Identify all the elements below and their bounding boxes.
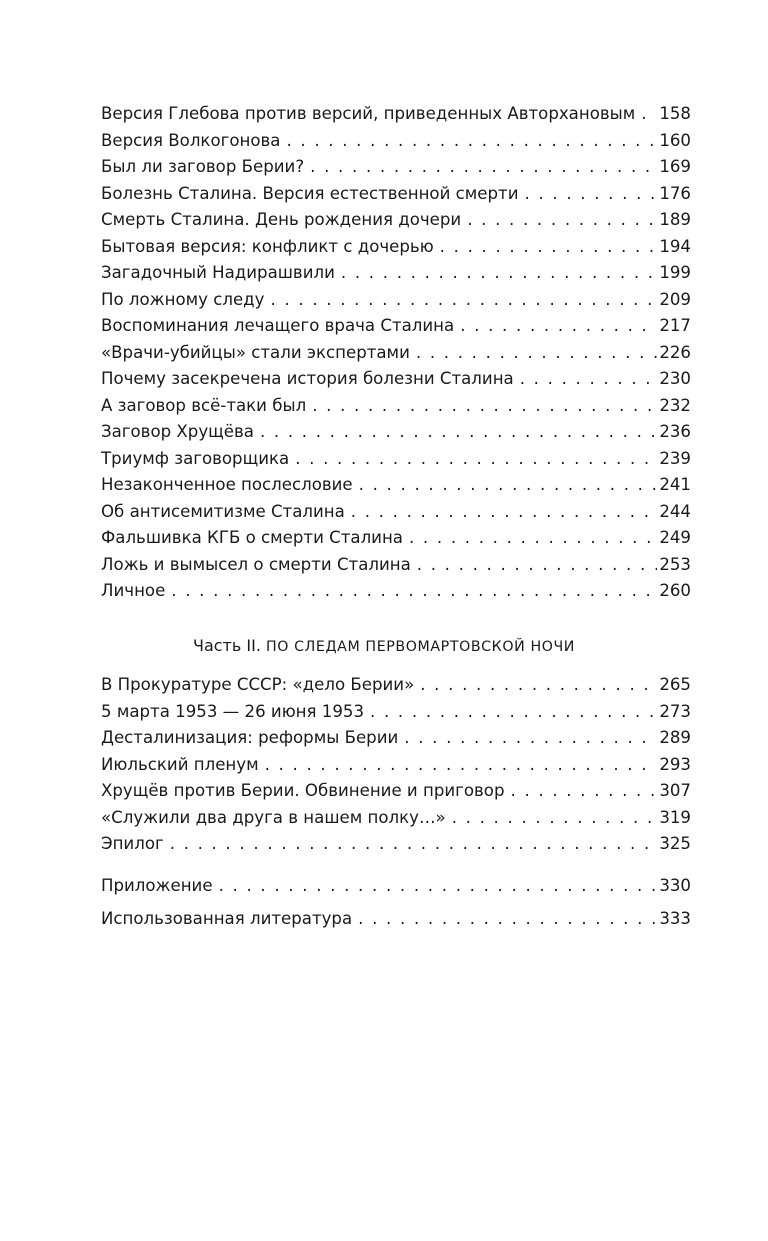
- toc-entry-page-number: 325: [657, 831, 691, 858]
- toc-entry-page-number: 209: [657, 287, 691, 314]
- toc-entry-page-number: 176: [657, 181, 691, 208]
- toc-entry: [101, 805, 691, 832]
- toc-entry-title: По ложному следу: [101, 287, 270, 314]
- toc-entry-page-number: 199: [657, 260, 691, 287]
- toc-entry-title: Триумф заговорщика: [101, 446, 295, 473]
- toc-entry-title: «Служили два друга в нашем полку…»: [101, 805, 452, 832]
- toc-entry: [101, 499, 691, 526]
- part-2-heading: [0, 634, 768, 659]
- toc-entry-title: Приложение: [101, 873, 219, 900]
- toc-entry: [101, 393, 691, 420]
- dot-leader: [270, 287, 657, 314]
- toc-entry: [101, 181, 691, 208]
- toc-entry: [101, 128, 691, 155]
- toc-entry-title: Воспоминания лечащего врача Сталина: [101, 313, 460, 340]
- dot-leader: [370, 699, 657, 726]
- toc-entry-page-number: 289: [657, 725, 691, 752]
- dot-leader: [417, 552, 658, 579]
- dot-leader: [265, 752, 658, 779]
- toc-entry: [101, 313, 691, 340]
- toc-entry: [101, 234, 691, 261]
- toc-entry: [101, 873, 691, 900]
- toc-entry-page-number: 236: [657, 419, 691, 446]
- dot-leader: [295, 446, 657, 473]
- dot-leader: [524, 181, 657, 208]
- toc-section-1: [101, 101, 691, 605]
- toc-entry-title: Был ли заговор Берии?: [101, 154, 310, 181]
- toc-entry-page-number: 217: [657, 313, 691, 340]
- dot-leader: [171, 578, 657, 605]
- toc-entry-page-number: 330: [657, 873, 691, 900]
- toc-entry: [101, 672, 691, 699]
- toc-entry-page-number: 273: [657, 699, 691, 726]
- toc-entry-page-number: 194: [657, 234, 691, 261]
- toc-entry-title: Почему засекречена история болезни Сталина: [101, 366, 520, 393]
- toc-entry: [101, 578, 691, 605]
- dot-leader: [358, 906, 657, 933]
- toc-entry-title: Десталинизация: реформы Берии: [101, 725, 404, 752]
- toc-entry: [101, 699, 691, 726]
- toc-entry-title: 5 марта 1953 — 26 июня 1953: [101, 699, 370, 726]
- toc-entry-title: Версия Глебова против версий, приведенных Авторхановым: [101, 101, 641, 128]
- toc-entry-page-number: 189: [657, 207, 691, 234]
- toc-entry-page-number: 253: [657, 552, 691, 579]
- toc-entry-title: А заговор всё-таки был: [101, 393, 312, 420]
- toc-entry: [101, 287, 691, 314]
- toc-entry-page-number: 249: [657, 525, 691, 552]
- dot-leader: [170, 831, 658, 858]
- toc-entry: [101, 752, 691, 779]
- toc-entry: [101, 340, 691, 367]
- toc-entry-title: Загадочный Надирашвили: [101, 260, 341, 287]
- toc-entry: [101, 366, 691, 393]
- toc-entry: [101, 525, 691, 552]
- dot-leader: [310, 154, 657, 181]
- toc-entry-title: Незаконченное послесловие: [101, 472, 359, 499]
- toc-entry: [101, 260, 691, 287]
- dot-leader: [420, 672, 657, 699]
- dot-leader: [452, 805, 658, 832]
- part-2-title: ПО СЛЕДАМ ПЕРВОМАРТОВСКОЙ НОЧИ: [266, 639, 576, 655]
- toc-appendix: [101, 873, 691, 900]
- toc-entry: [101, 778, 691, 805]
- toc-entry-title: Личное: [101, 578, 171, 605]
- toc-entry-title: Об антисемитизме Сталина: [101, 499, 351, 526]
- toc-entry-page-number: 160: [657, 128, 691, 155]
- toc-entry: [101, 446, 691, 473]
- toc-section-2: [101, 672, 691, 858]
- dot-leader: [219, 873, 658, 900]
- toc-entry: [101, 906, 691, 933]
- toc-entry-title: Бытовая версия: конфликт с дочерью: [101, 234, 440, 261]
- dot-leader: [312, 393, 657, 420]
- toc-entry-title: Использованная литература: [101, 906, 358, 933]
- toc-literature: [101, 906, 691, 933]
- toc-entry-page-number: 333: [657, 906, 691, 933]
- dot-leader: [460, 313, 657, 340]
- toc-entry: [101, 552, 691, 579]
- toc-entry: [101, 419, 691, 446]
- toc-entry-page-number: 265: [657, 672, 691, 699]
- toc-entry-page-number: 226: [657, 340, 691, 367]
- toc-entry-page-number: 158: [657, 101, 691, 128]
- toc-entry-title: Эпилог: [101, 831, 170, 858]
- toc-entry-title: Хрущёв против Берии. Обвинение и приговор: [101, 778, 511, 805]
- toc-entry-page-number: 244: [657, 499, 691, 526]
- dot-leader: [359, 472, 658, 499]
- toc-entry-page-number: 319: [657, 805, 691, 832]
- toc-entry-title: Июльский пленум: [101, 752, 265, 779]
- part-2-label: Часть II.: [192, 636, 261, 655]
- toc-entry-page-number: 230: [657, 366, 691, 393]
- toc-entry: [101, 831, 691, 858]
- toc-entry-title: Фальшивка КГБ о смерти Сталина: [101, 525, 409, 552]
- toc-entry-title: Заговор Хрущёва: [101, 419, 260, 446]
- toc-entry-page-number: 232: [657, 393, 691, 420]
- toc-entry: [101, 207, 691, 234]
- dot-leader: [260, 419, 657, 446]
- dot-leader: [520, 366, 658, 393]
- dot-leader: [511, 778, 658, 805]
- toc-entry-title: В Прокуратуре СССР: «дело Берии»: [101, 672, 420, 699]
- dot-leader: [341, 260, 657, 287]
- dot-leader: [409, 525, 657, 552]
- toc-entry-page-number: 241: [657, 472, 691, 499]
- toc-entry-title: Смерть Сталина. День рождения дочери: [101, 207, 467, 234]
- toc-entry: [101, 472, 691, 499]
- toc-entry-title: Версия Волкогонова: [101, 128, 286, 155]
- dot-leader: [416, 340, 657, 367]
- dot-leader: [286, 128, 657, 155]
- dot-leader: [467, 207, 657, 234]
- dot-leader: [641, 101, 657, 128]
- toc-entry-title: «Врачи-убийцы» стали экспертами: [101, 340, 416, 367]
- toc-entry-page-number: 239: [657, 446, 691, 473]
- toc-entry: [101, 101, 691, 128]
- toc-entry-title: Ложь и вымысел о смерти Сталина: [101, 552, 417, 579]
- toc-entry: [101, 725, 691, 752]
- toc-entry-page-number: 169: [657, 154, 691, 181]
- dot-leader: [404, 725, 657, 752]
- dot-leader: [440, 234, 658, 261]
- toc-entry: [101, 154, 691, 181]
- toc-entry-page-number: 293: [657, 752, 691, 779]
- toc-entry-title: Болезнь Сталина. Версия естественной смерти: [101, 181, 524, 208]
- toc-entry-page-number: 307: [657, 778, 691, 805]
- toc-entry-page-number: 260: [657, 578, 691, 605]
- dot-leader: [351, 499, 658, 526]
